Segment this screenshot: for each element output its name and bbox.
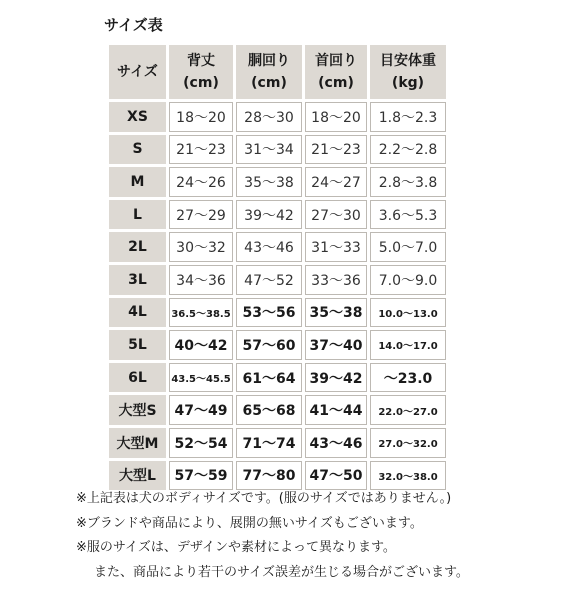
note-body-size: ※上記表は犬のボディサイズです。(服のサイズではありません。): [76, 491, 452, 506]
back-length-cell: 40〜42: [169, 330, 233, 360]
back-length-cell: 43.5〜45.5: [169, 363, 233, 393]
back-length-cell: 36.5〜38.5: [169, 298, 233, 328]
table-row: [109, 363, 446, 393]
table-row: [109, 298, 446, 328]
header-weight-label: 目安体重: [380, 53, 436, 69]
size-label: 5L: [109, 330, 166, 360]
header-back-length: [169, 45, 233, 99]
size-label: 大型S: [109, 395, 166, 425]
neck-cell: 39〜42: [305, 363, 367, 393]
size-label: M: [109, 167, 166, 197]
back-length-cell: 52〜54: [169, 428, 233, 458]
weight-cell: 27.0〜32.0: [370, 428, 446, 458]
page-title: サイズ表: [104, 16, 163, 34]
neck-cell: 33〜36: [305, 265, 367, 295]
weight-cell: 5.0〜7.0: [370, 232, 446, 262]
weight-cell: 2.2〜2.8: [370, 135, 446, 165]
table-row: [109, 461, 446, 491]
table-row: [109, 265, 446, 295]
header-weight: [370, 45, 446, 99]
waist-cell: 61〜64: [236, 363, 302, 393]
weight-cell: 10.0〜13.0: [370, 298, 446, 328]
header-neck-label: 首回り: [315, 53, 357, 69]
weight-cell: 14.0〜17.0: [370, 330, 446, 360]
size-label: 2L: [109, 232, 166, 262]
waist-cell: 43〜46: [236, 232, 302, 262]
waist-cell: 65〜68: [236, 395, 302, 425]
size-label: 4L: [109, 298, 166, 328]
waist-cell: 39〜42: [236, 200, 302, 230]
weight-cell: 7.0〜9.0: [370, 265, 446, 295]
back-length-cell: 18〜20: [169, 102, 233, 132]
back-length-cell: 34〜36: [169, 265, 233, 295]
header-waist: [236, 45, 302, 99]
note-brand-availability: ※ブランドや商品により、展開の無いサイズもございます。: [76, 515, 423, 531]
weight-cell: 2.8〜3.8: [370, 167, 446, 197]
size-label: 大型M: [109, 428, 166, 458]
back-length-cell: 21〜23: [169, 135, 233, 165]
table-row: [109, 232, 446, 262]
neck-cell: 27〜30: [305, 200, 367, 230]
neck-cell: 41〜44: [305, 395, 367, 425]
note-size-varies: ※服のサイズは、デザインや素材によって異なります。: [76, 540, 396, 555]
back-length-cell: 47〜49: [169, 395, 233, 425]
neck-cell: 47〜50: [305, 461, 367, 491]
back-length-cell: 57〜59: [169, 461, 233, 491]
note-size-error: また、商品により若干のサイズ誤差が生じる場合がございます。: [94, 564, 469, 580]
waist-cell: 53〜56: [236, 298, 302, 328]
size-label: 3L: [109, 265, 166, 295]
waist-cell: 77〜80: [236, 461, 302, 491]
table-row: [109, 200, 446, 230]
neck-cell: 43〜46: [305, 428, 367, 458]
waist-cell: 35〜38: [236, 167, 302, 197]
neck-cell: 35〜38: [305, 298, 367, 328]
table-row: [109, 428, 446, 458]
table-header-row: [109, 45, 446, 99]
header-neck: [305, 45, 367, 99]
weight-cell: 3.6〜5.3: [370, 200, 446, 230]
weight-cell: 32.0〜38.0: [370, 461, 446, 491]
waist-cell: 57〜60: [236, 330, 302, 360]
neck-cell: 21〜23: [305, 135, 367, 165]
size-label: L: [109, 200, 166, 230]
weight-cell: 22.0〜27.0: [370, 395, 446, 425]
table-row: [109, 330, 446, 360]
neck-cell: 31〜33: [305, 232, 367, 262]
back-length-cell: 27〜29: [169, 200, 233, 230]
neck-cell: 18〜20: [305, 102, 367, 132]
size-label: S: [109, 135, 166, 165]
table-row: [109, 135, 446, 165]
table-row: [109, 102, 446, 132]
back-length-cell: 24〜26: [169, 167, 233, 197]
back-length-cell: 30〜32: [169, 232, 233, 262]
size-chart-table: [106, 42, 449, 493]
waist-cell: 31〜34: [236, 135, 302, 165]
header-back-length-label: 背丈: [187, 53, 215, 69]
header-back-length-unit: (cm): [183, 75, 219, 91]
weight-cell: 〜23.0: [370, 363, 446, 393]
neck-cell: 24〜27: [305, 167, 367, 197]
table-row: [109, 167, 446, 197]
header-waist-label: 胴回り: [248, 53, 290, 69]
table-row: [109, 395, 446, 425]
header-neck-unit: (cm): [318, 75, 354, 91]
neck-cell: 37〜40: [305, 330, 367, 360]
waist-cell: 71〜74: [236, 428, 302, 458]
size-label: 6L: [109, 363, 166, 393]
notes: [76, 487, 469, 585]
size-label: 大型L: [109, 461, 166, 491]
header-weight-unit: (kg): [391, 75, 425, 91]
waist-cell: 28〜30: [236, 102, 302, 132]
weight-cell: 1.8〜2.3: [370, 102, 446, 132]
waist-cell: 47〜52: [236, 265, 302, 295]
header-size: サイズ: [109, 45, 166, 99]
header-waist-unit: (cm): [251, 75, 287, 91]
size-label: XS: [109, 102, 166, 132]
